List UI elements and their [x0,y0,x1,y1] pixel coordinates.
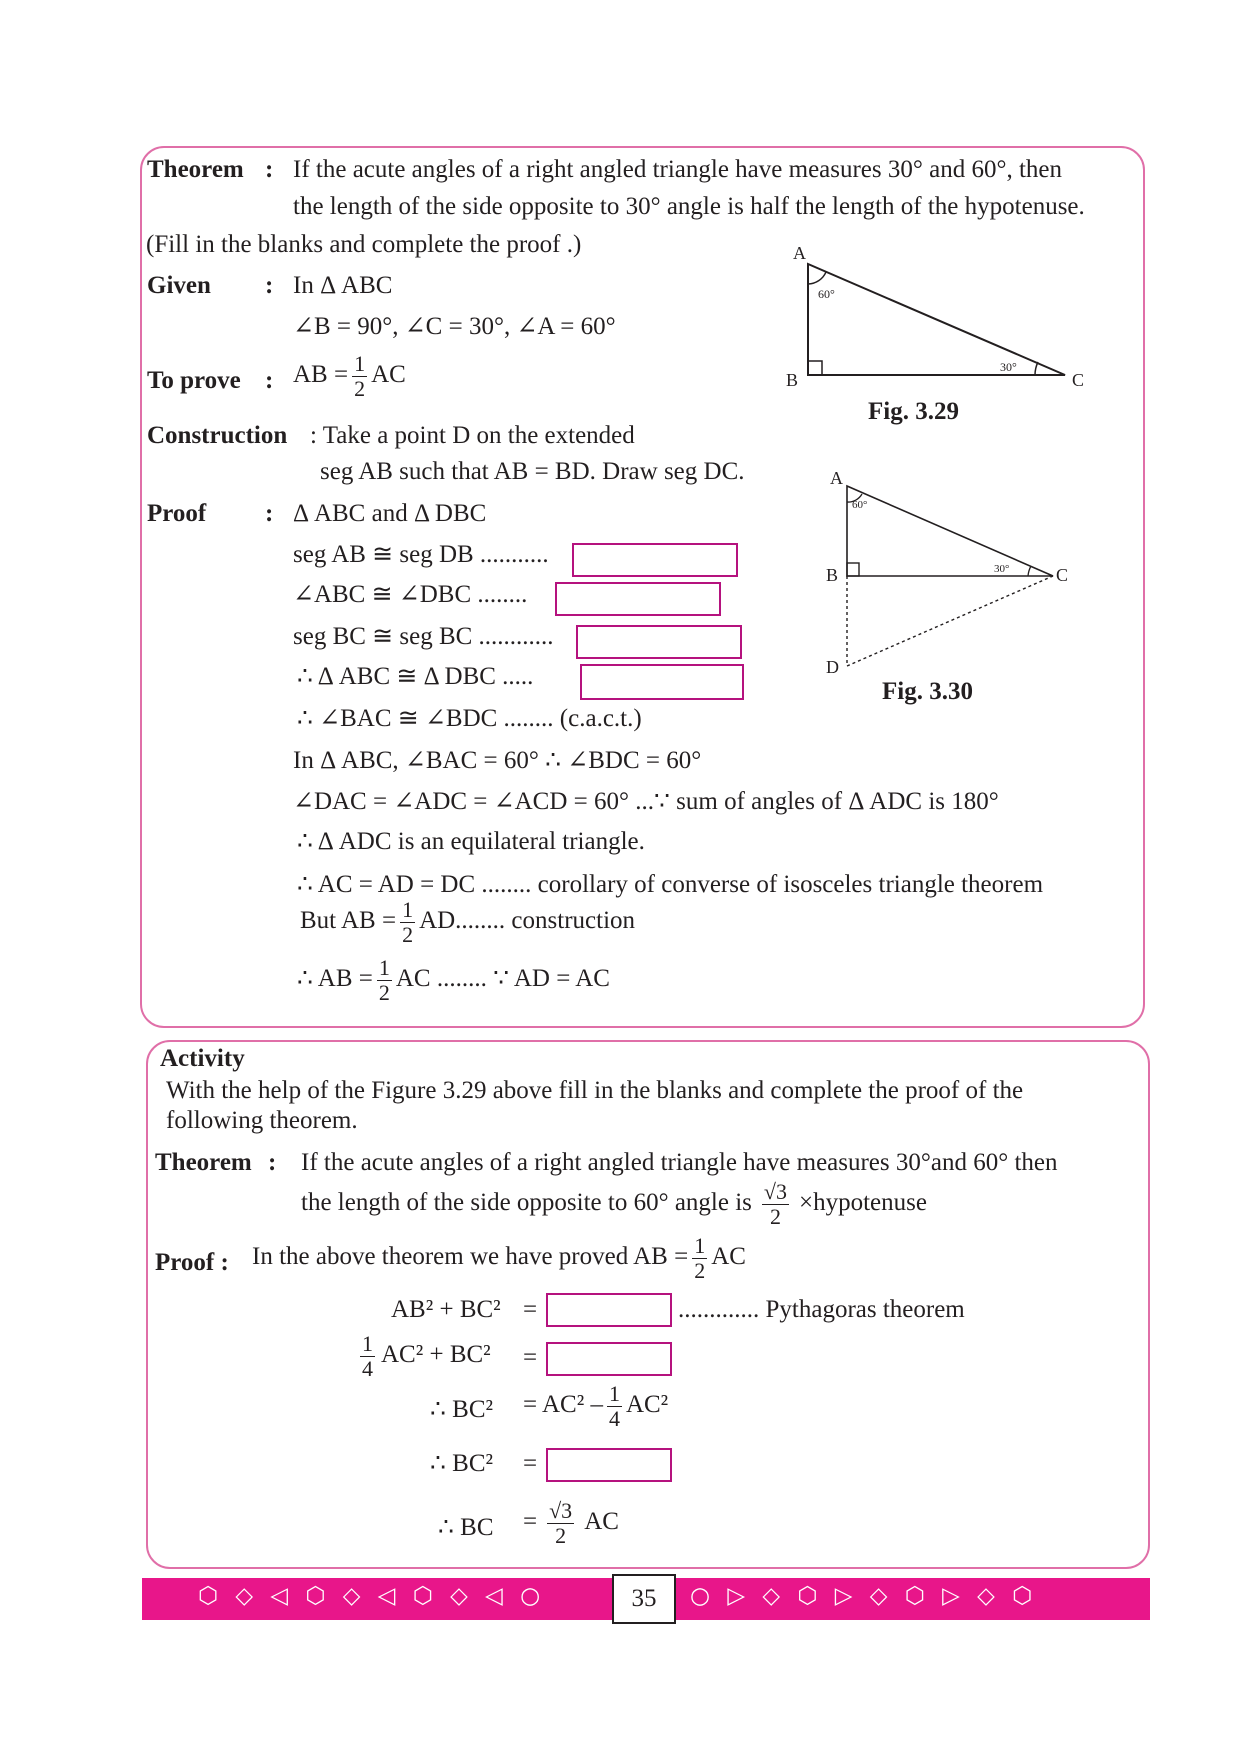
proof-colon: : [265,500,274,527]
activity-theorem-label: Theorem [155,1149,252,1176]
reason-blank-3[interactable] [576,625,742,659]
eq4-equals: = [523,1450,538,1477]
reason-blank-4[interactable] [580,664,744,700]
figure-3-29 [780,240,1100,400]
eq5-lhs: ∴ BC [438,1514,494,1541]
vertex-b: B [786,370,799,390]
proof-line: ∴ Δ ABC ≅ Δ DBC ..... [297,663,534,690]
activity-title: Activity [160,1045,245,1072]
angle-a-label: 60° [818,287,835,301]
eq4-lhs: ∴ BC² [430,1450,494,1477]
given-label: Given [147,272,211,299]
proof-but-line: But AB = $\frac{1}{2}$ AD........ construction [300,897,636,947]
triangle-abc [847,486,1053,576]
angle-c-arc [1028,566,1031,576]
proof-line: seg AB ≅ seg DB ........... [293,541,549,568]
toprove-colon: : [265,367,274,394]
right-angle-mark [808,361,822,375]
proof-line: ∠ABC ≅ ∠DBC ........ [293,581,528,608]
vertex-c: C [1072,370,1085,390]
activity-line-1: With the help of the Figure 3.29 above fill in the blanks and complete the proof of the [166,1077,1024,1104]
angle-c-arc [1035,362,1038,375]
reason-blank-1[interactable] [572,543,738,577]
segment-dc [847,576,1053,666]
given-line-2: ∠B = 90°, ∠C = 30°, ∠A = 60° [293,313,616,340]
proof-line: ∴ ∠BAC ≅ ∠BDC ........ (c.a.c.t.) [297,705,642,732]
activity-proof-label: Proof : [155,1249,229,1276]
angle-c-label: 30° [994,563,1010,575]
proof-line: Δ ABC and Δ DBC [293,500,487,527]
construction-label: Construction [147,422,288,449]
angle-c-label: 30° [1000,360,1017,374]
given-colon: : [265,272,274,299]
vertex-a: A [830,468,843,488]
proof-line: seg BC ≅ seg BC ............ [293,623,554,650]
theorem-line-2: the length of the side opposite to 30° angle is half the length of the hypotenuse. [293,193,1085,220]
fig-3-29-caption: Fig. 3.29 [868,398,959,425]
activity-theorem-line-1: If the acute angles of a right angled triangle have measures 30°and 60° then [301,1149,1058,1176]
eq3-rhs: = AC² – $\frac{1}{4}$ AC² [523,1381,669,1431]
activity-line-2: following theorem. [166,1107,358,1134]
page-number: 35 [612,1574,676,1624]
fig-3-30-caption: Fig. 3.30 [882,678,973,705]
instruction: (Fill in the blanks and complete the proof .) [146,231,582,258]
eq2-lhs: $\frac{1}{4}$ AC² + BC² [362,1331,491,1381]
eq3-lhs: ∴ BC² [430,1396,494,1423]
footer-left-ornament: ⬡ ◇ ◁ ⬡ ◇ ◁ ⬡ ◇ ◁ ○ [198,1583,546,1609]
figure-3-30 [820,468,1090,683]
construction-line-2: seg AB such that AB = BD. Draw seg DC. [320,458,745,485]
activity-proof-intro: In the above theorem we have proved AB = $\frac{1}{2}$ AC [252,1233,746,1283]
proof-final-line: ∴ AB = $\frac{1}{2}$ AC ........ ∵ AD = AC [297,955,610,1005]
eq5-rhs: = $\frac{√3}{2}$ AC [523,1498,619,1548]
construction-line-1: : Take a point D on the extended [310,422,635,449]
vertex-d: D [826,657,839,677]
eq1-reason: ............. Pythagoras theorem [678,1296,965,1323]
toprove-statement: AB = $\frac{1}{2}$ AC [293,351,406,401]
given-line-1: In Δ ABC [293,272,393,299]
eq1-equals: = [523,1296,538,1323]
activity-theorem-line-2: the length of the side opposite to 60° angle is $\frac{√3}{2}$ ×hypotenuse [301,1179,927,1229]
toprove-label: To prove [147,367,241,394]
eq4-blank[interactable] [546,1448,672,1482]
vertex-a: A [793,243,806,263]
eq2-equals: = [523,1344,538,1371]
proof-line: ∴ Δ ADC is an equilateral triangle. [297,828,645,855]
eq2-blank[interactable] [546,1342,672,1376]
angle-a-arc [808,272,826,284]
theorem-label: Theorem [147,156,244,183]
theorem-line-1: If the acute angles of a right angled triangle have measures 30° and 60°, then [293,156,1063,183]
angle-a-label: 60° [852,499,868,511]
proof-line: In Δ ABC, ∠BAC = 60° ∴ ∠BDC = 60° [293,747,702,774]
proof-line: ∴ AC = AD = DC ........ corollary of converse of isosceles triangle theorem [297,871,1044,898]
activity-theorem-colon: : [268,1149,277,1176]
eq1-blank[interactable] [546,1293,672,1327]
eq1-lhs: AB² + BC² [391,1296,501,1323]
reason-blank-2[interactable] [555,582,721,616]
proof-label: Proof [147,500,207,527]
theorem-colon: : [265,156,274,183]
triangle-abc [808,264,1065,375]
footer-right-ornament: ○ ▷ ◇ ⬡ ▷ ◇ ⬡ ▷ ◇ ⬡ [690,1583,1038,1609]
proof-line: ∠DAC = ∠ADC = ∠ACD = 60° ...∵ sum of angles of Δ ADC is 180° [293,788,999,815]
right-angle-mark [847,563,859,576]
vertex-c: C [1056,565,1069,585]
vertex-b: B [826,565,839,585]
